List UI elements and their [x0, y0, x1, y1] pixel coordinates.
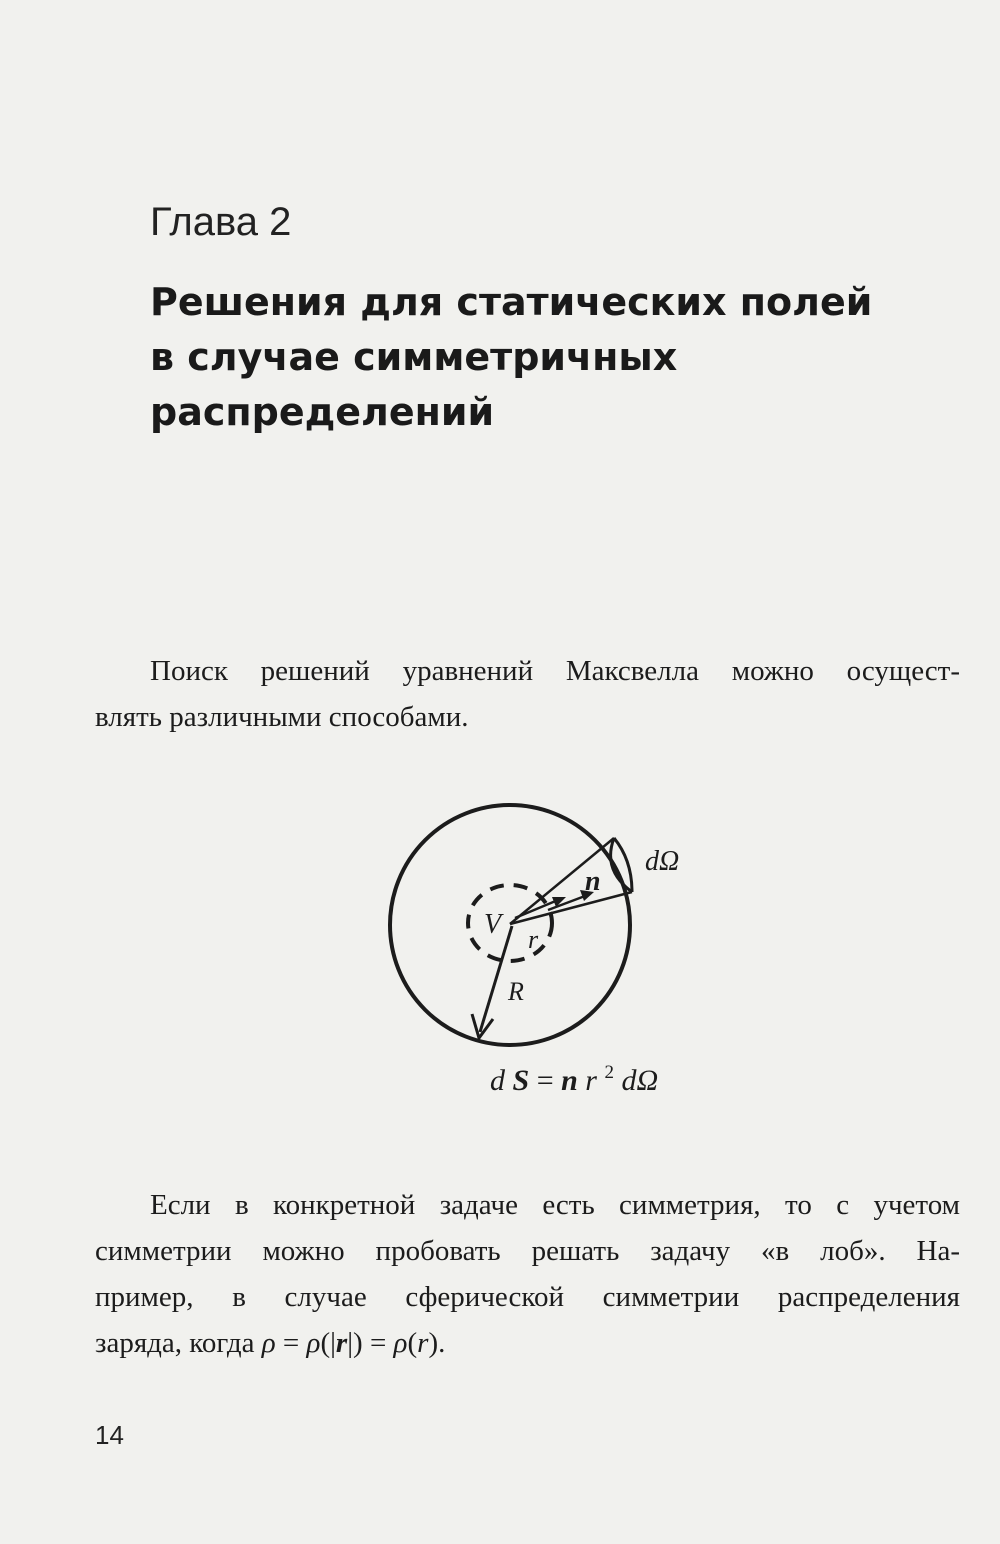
outer-sphere	[390, 805, 630, 1045]
label-d-omega: dΩ	[645, 846, 680, 877]
sphere-diagram	[380, 800, 720, 1110]
intro-paragraph	[95, 648, 960, 740]
formula-rho-1: ρ	[261, 1327, 276, 1359]
symmetry-paragraph	[95, 1182, 960, 1366]
caption-equals: =	[536, 1064, 562, 1097]
chapter-title-line-1: Решения для статических полей	[150, 280, 873, 324]
formula-equals-2: =	[362, 1327, 394, 1359]
chapter-title-line-2: в случае симметричных	[150, 335, 678, 379]
symmetry-line-1: Если в конкретной задаче есть симметрия, то с учетом	[150, 1189, 960, 1221]
intro-line-2: влять различными способами.	[95, 701, 469, 733]
formula-equals-1: =	[275, 1327, 307, 1359]
intro-line-1: Поиск решений уравнений Максвелла можно осущест-	[150, 655, 960, 687]
formula-r-scalar: r	[417, 1327, 429, 1359]
caption-exponent: 2	[604, 1062, 614, 1083]
caption-r: r	[585, 1064, 597, 1097]
page-number: 14	[95, 1420, 124, 1450]
figure-caption-formula	[490, 1052, 658, 1097]
caption-n: n	[561, 1064, 578, 1097]
symmetry-line-2: симметрии можно пробовать решать задачу «в лоб». На-	[95, 1235, 960, 1267]
formula-abs-close: |)	[347, 1327, 363, 1359]
chapter-title	[150, 275, 910, 440]
formula-abs-open: (|	[320, 1327, 336, 1359]
symmetry-line-4-text: заряда, когда	[95, 1327, 262, 1359]
symmetry-line-3: пример, в случае сферической симметрии распределения	[95, 1281, 960, 1313]
formula-rho-3: ρ	[393, 1327, 408, 1359]
label-R: R	[508, 977, 524, 1006]
formula-paren-close: ).	[428, 1327, 446, 1359]
formula-paren-open: (	[407, 1327, 418, 1359]
chapter-title-line-3: распределений	[150, 390, 495, 434]
formula-rho-2: ρ	[306, 1327, 321, 1359]
label-n: n	[585, 866, 601, 897]
chapter-label: Глава 2	[150, 200, 292, 244]
caption-d-omega: dΩ	[621, 1064, 659, 1097]
caption-d: d	[490, 1064, 505, 1097]
caption-S: S	[512, 1064, 530, 1097]
label-r: r	[528, 925, 539, 954]
formula-r-vector: r	[335, 1327, 348, 1359]
label-V: V	[484, 909, 502, 940]
symmetry-line-4	[95, 1320, 960, 1366]
